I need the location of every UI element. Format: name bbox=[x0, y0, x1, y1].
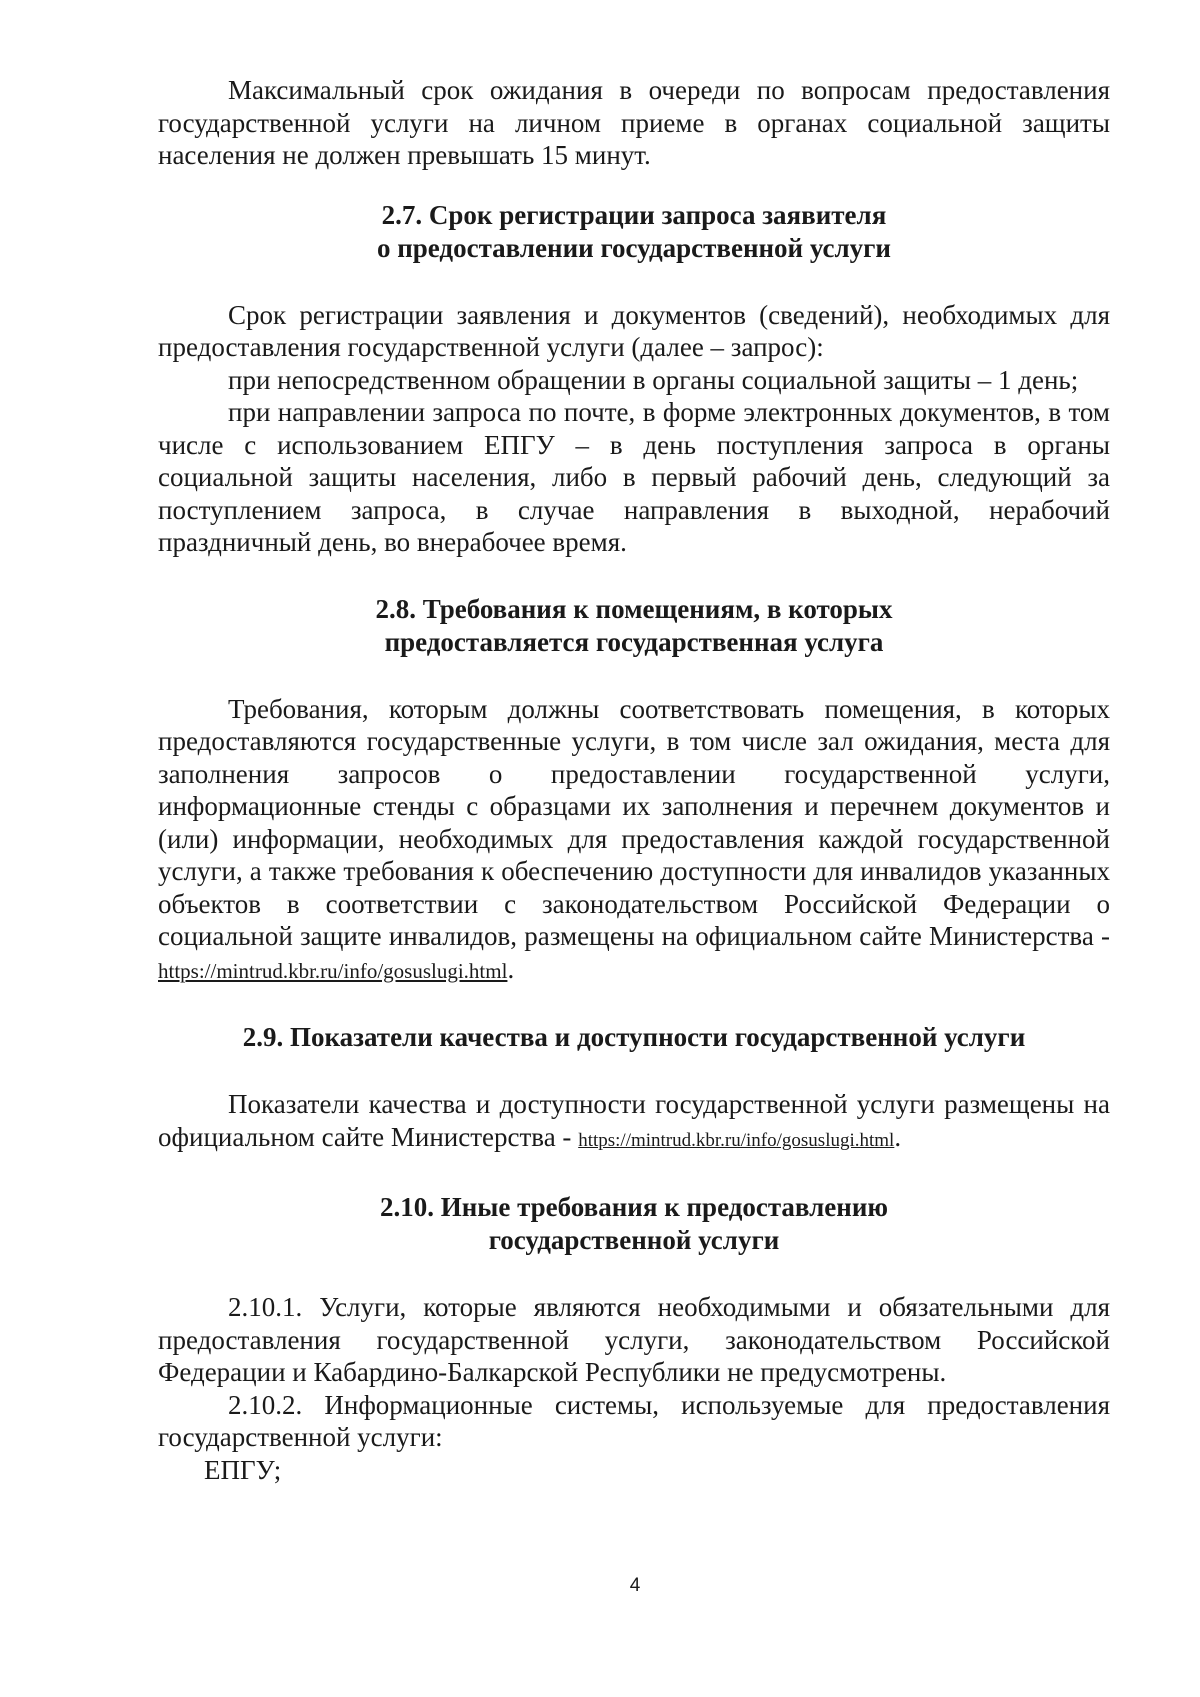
document-body bbox=[158, 74, 1110, 1486]
ministry-website-link[interactable]: https://mintrud.kbr.ru/info/gosuslugi.html bbox=[158, 958, 508, 983]
page-number: 4 bbox=[629, 1575, 641, 1596]
section-2-10-item-epgu: ЕПГУ; bbox=[204, 1454, 282, 1485]
section-2-8-paragraph-text: Требования, которым должны соответствовать помещения, в которых предоставляются государственные услуги, в том числе зал ожидания, места для заполнения запросов о предоставлении государственной услуги, информационные стенды с образцами их заполнения и перечнем документов и (или) информации, необходимых для предоставления каждой государственной услуги, а также требования к обеспечению доступности для инвалидов указанных объектов в соответствии с законодательством Российской Федерации о социальной защите инвалидов, размещены на официальном сайте Министерства - bbox=[158, 693, 1110, 951]
ministry-website-link-2[interactable]: https://mintrud.kbr.ru/info/gosuslugi.html bbox=[578, 1129, 895, 1151]
section-2-10-heading-line2: государственной услуги bbox=[488, 1225, 780, 1255]
section-2-8-heading-line2: предоставляется государственная услуга bbox=[384, 626, 884, 657]
section-2-10-paragraph-1: 2.10.1. Услуги, которые являются необходимыми и обязательными для предоставления государственной услуги, законодательством Российской Федерации и Кабардино-Балкарской Республики не предусмотрены. bbox=[158, 1292, 1110, 1387]
section-2-7-paragraph-1: Срок регистрации заявления и документов (сведений), необходимых для предоставления государственной услуги (далее – запрос): bbox=[158, 299, 1110, 362]
section-2-10-heading-line1: 2.10. Иные требования к предоставлению bbox=[379, 1192, 889, 1222]
section-2-8-heading-line1: 2.8. Требования к помещениям, в которых bbox=[375, 593, 893, 624]
section-2-7-paragraph-2: при непосредственном обращении в органы социальной защиты – 1 день; bbox=[228, 364, 1079, 395]
section-2-8-paragraph-end: . bbox=[507, 953, 515, 984]
section-2-9-heading: 2.9. Показатели качества и доступности государственной услуги bbox=[242, 1022, 1026, 1052]
section-2-7-heading-line1: 2.7. Срок регистрации запроса заявителя bbox=[381, 199, 887, 230]
section-2-10-paragraph-2: 2.10.2. Информационные системы, используемые для предоставления государственной услуги: bbox=[158, 1389, 1110, 1452]
section-2-9-paragraph-1 bbox=[158, 1088, 1110, 1157]
section-2-7-paragraph-3: при направлении запроса по почте, в форме электронных документов, в том числе с использованием ЕПГУ – в день поступления запроса в органы социальной защиты населения, либо в первый рабочий день, следующий за поступлением запроса, в случае направления в выходной, нерабочий праздничный день, во внерабочее время. bbox=[158, 397, 1110, 557]
section-2-9-paragraph-end: . bbox=[894, 1121, 902, 1152]
section-2-8-paragraph-1 bbox=[158, 693, 1110, 988]
section-2-7-heading-line2: о предоставлении государственной услуги bbox=[376, 232, 891, 263]
paragraph-intro: Максимальный срок ожидания в очереди по вопросам предоставления государственной услуги на личном приеме в органах социальной защиты населения не должен превышать 15 минут. bbox=[158, 75, 1110, 170]
section-2-9-paragraph-text: Показатели качества и доступности государственной услуги размещены на официальном сайте Министерства - bbox=[158, 1089, 1110, 1152]
